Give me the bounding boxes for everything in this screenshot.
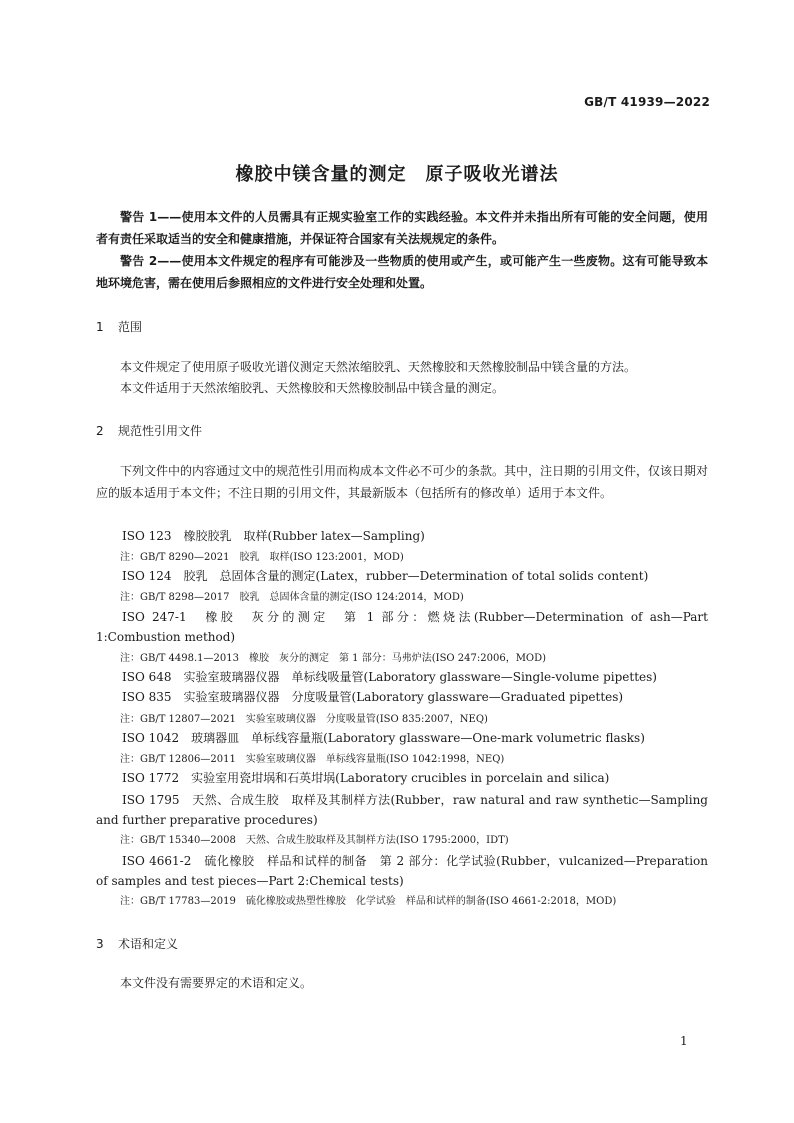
reference-item: ISO 835 实验室玻璃器仪器 分度吸量管(Laboratory glassware—Graduated pipettes)	[122, 690, 624, 704]
reference-item: ISO 124 胶乳 总固体含量的测定(Latex，rubber—Determination of total solids content)	[122, 569, 649, 583]
section-number: 1	[96, 320, 104, 334]
section-number: 3	[96, 937, 104, 951]
reference-note: 注：GB/T 17783—2019 硫化橡胶或热塑性橡胶 化学试验 样品和试样的制备(ISO 4661-2:2018，MOD)	[120, 896, 617, 907]
scope-text-2: 本文件适用于天然浓缩胶乳、天然橡胶和天然橡胶制品中镁含量的测定。	[120, 381, 505, 395]
terms-paragraph	[96, 972, 708, 994]
reference-item: ISO 1795 天然、合成生胶 取样及其制样方法(Rubber，raw natural and raw synthetic—Sampling and further preparative procedures)	[96, 793, 708, 827]
section-title: 术语和定义	[118, 937, 179, 951]
reference-note: 注：GB/T 8290—2021 胶乳 取样(ISO 123:2001，MOD)	[120, 552, 404, 563]
reference-item: ISO 648 实验室玻璃器仪器 单标线吸量管(Laboratory glassware—Single-volume pipettes)	[122, 670, 657, 684]
reference-item: ISO 4661-2 硫化橡胶 样品和试样的制备 第 2 部分：化学试验(Rubber，vulcanized—Preparation of samples and test pieces—Part 2:Chemical tests)	[96, 854, 708, 888]
section-2-heading	[96, 422, 202, 439]
page-number: 1	[680, 1034, 688, 1048]
standard-number: GB/T 41939—2022	[584, 95, 710, 109]
section-3-heading	[96, 935, 178, 952]
warning-1-text: 警告 1——使用本文件的人员需具有正规实验室工作的实践经验。本文件并未指出所有可能的安全问题，使用者有责任采取适当的安全和健康措施，并保证符合国家有关法规规定的条件。	[96, 210, 708, 246]
scope-paragraph-1	[96, 356, 708, 378]
reference-item: ISO 1042 玻璃器皿 单标线容量瓶(Laboratory glassware—One-mark volumetric flasks)	[122, 731, 645, 745]
section-title: 范围	[118, 320, 143, 334]
reference-note: 注：GB/T 4498.1—2013 橡胶 灰分的测定 第 1 部分：马弗炉法(ISO 247:2006，MOD)	[120, 653, 547, 664]
normative-intro-text: 下列文件中的内容通过文中的规范性引用而构成本文件必不可少的条款。其中，注日期的引用文件，仅该日期对应的版本适用于本文件；不注日期的引用文件，其最新版本（包括所有的修改单）适用于本文件。	[96, 464, 709, 500]
section-title: 规范性引用文件	[118, 424, 203, 438]
warning-2	[96, 250, 708, 294]
section-number: 2	[96, 424, 104, 438]
terms-text: 本文件没有需要界定的术语和定义。	[120, 976, 313, 990]
normative-intro	[96, 460, 708, 504]
reference-note: 注：GB/T 12806—2011 实验室玻璃仪器 单标线容量瓶(ISO 1042:1998，NEQ)	[120, 754, 505, 765]
scope-text-1: 本文件规定了使用原子吸收光谱仪测定天然浓缩胶乳、天然橡胶和天然橡胶制品中镁含量的方法。	[120, 360, 637, 374]
scope-paragraph-2	[96, 377, 708, 399]
document-title: 橡胶中镁含量的测定 原子吸收光谱法	[235, 164, 559, 185]
reference-item: ISO 123 橡胶胶乳 取样(Rubber latex—Sampling)	[122, 529, 425, 543]
reference-note: 注：GB/T 12807—2021 实验室玻璃仪器 分度吸量管(ISO 835:2007，NEQ)	[120, 714, 488, 725]
reference-item: ISO 247-1 橡胶 灰分的测定 第 1 部分：燃烧法(Rubber—Determination of ash—Part 1:Combustion method)	[96, 610, 708, 644]
reference-note: 注：GB/T 15340—2008 天然、合成生胶取样及其制样方法(ISO 1795:2000，IDT)	[120, 835, 509, 846]
warning-2-text: 警告 2——使用本文件规定的程序有可能涉及一些物质的使用或产生，或可能产生一些废物。这有可能导致本地环境危害，需在使用后参照相应的文件进行安全处理和处置。	[96, 254, 708, 290]
reference-item: ISO 1772 实验室用瓷坩埚和石英坩埚(Laboratory crucibles in porcelain and silica)	[122, 771, 610, 785]
section-1-heading	[96, 318, 142, 335]
warning-1	[96, 206, 708, 250]
reference-note: 注：GB/T 8298—2017 胶乳 总固体含量的测定(ISO 124:2014，MOD)	[120, 592, 464, 603]
